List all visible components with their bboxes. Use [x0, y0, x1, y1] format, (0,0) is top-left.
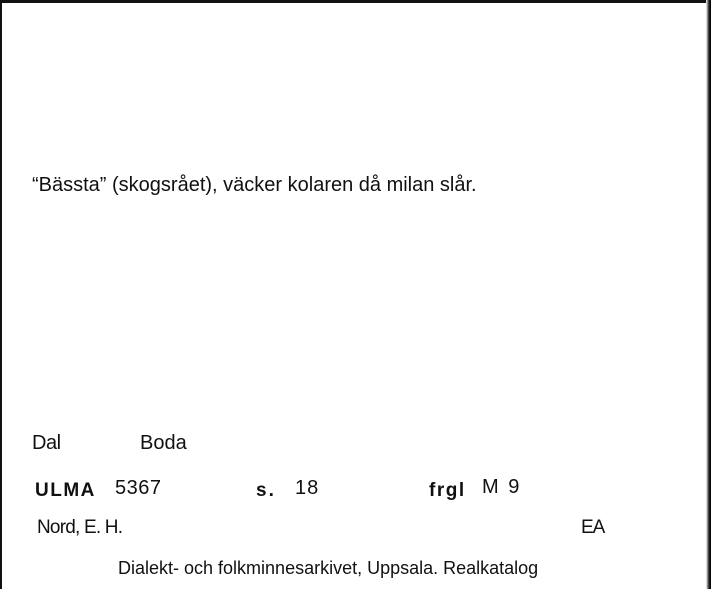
region-label: Dal [32, 432, 61, 454]
record-number: 5367 [115, 477, 162, 499]
page-number: 18 [295, 477, 320, 499]
page-label: s. [256, 480, 276, 501]
archive-label: ULMA [35, 480, 96, 501]
parish-label: Boda [140, 432, 187, 454]
card-text: “Bässta” (skogsrået), väcker kolaren då milan slår. [32, 174, 477, 196]
transcriber-initials: EA [581, 517, 605, 538]
archive-footer: Dialekt- och folkminnesarkivet, Uppsala. Realkatalog [118, 558, 539, 578]
collector-name: Nord, E. H. [37, 517, 123, 538]
question-label: frgl [429, 480, 466, 501]
scan-edge [706, 0, 711, 589]
question-value: M 9 [482, 476, 522, 498]
